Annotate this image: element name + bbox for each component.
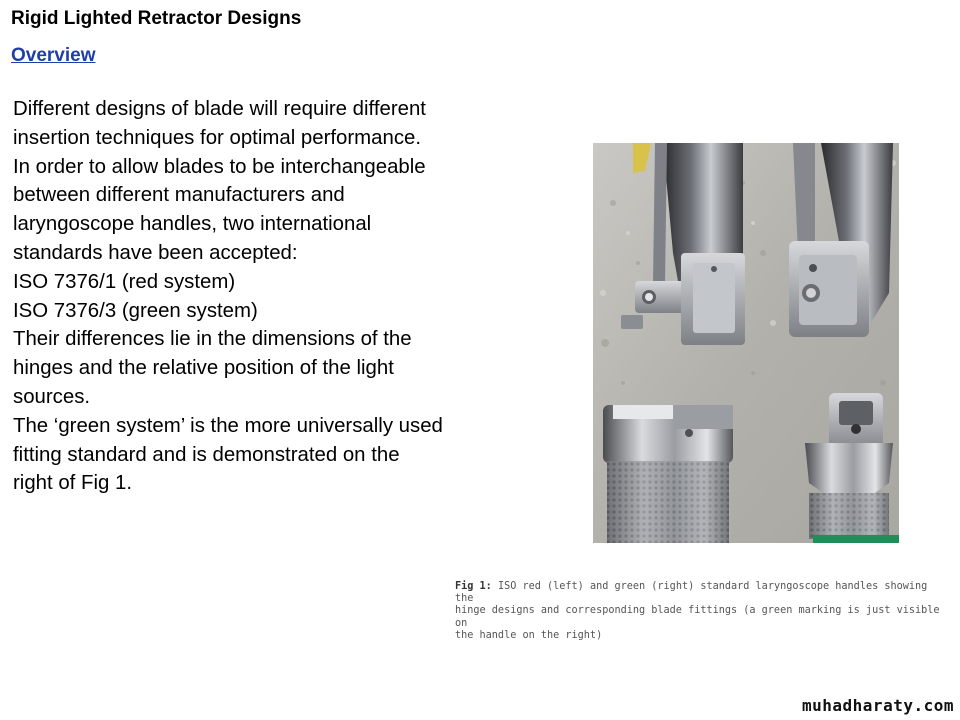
body-paragraph [13, 95, 488, 498]
body-line: In order to allow blades to be interchangeable [13, 155, 426, 178]
body-line: between different manufacturers and [13, 184, 345, 207]
body-line: Their differences lie in the dimensions of the [13, 328, 412, 351]
body-line: The ‘green system’ is the more universally used [13, 414, 443, 437]
slide-title: Rigid Lighted Retractor Designs [11, 8, 302, 29]
caption-line: ISO red (left) and green (right) standard laryngoscope handles showing the [455, 581, 928, 605]
body-line: sources. [13, 385, 91, 408]
body-line: hinges and the relative position of the light [13, 357, 394, 380]
body-line: standards have been accepted: [13, 241, 298, 264]
figure-label: Fig 1: [455, 581, 492, 592]
caption-line: the handle on the right) [455, 629, 603, 641]
body-line: Different designs of blade will require different [13, 98, 426, 120]
laryngoscope-photo [593, 143, 899, 543]
body-line-iso-red: ISO 7376/1 (red system) [13, 270, 236, 293]
body-line: insertion techniques for optimal performance. [13, 126, 422, 149]
body-line-iso-green: ISO 7376/3 (green system) [13, 299, 258, 322]
body-line: laryngoscope handles, two international [13, 213, 372, 236]
body-line: fitting standard and is demonstrated on the [13, 443, 400, 466]
overview-link[interactable]: Overview [11, 45, 96, 66]
watermark: muhadharaty.com [802, 696, 954, 715]
figure-caption [455, 581, 945, 642]
body-line: right of Fig 1. [13, 472, 132, 495]
caption-line: hinge designs and corresponding blade fittings (a green marking is just visible on [455, 605, 940, 629]
